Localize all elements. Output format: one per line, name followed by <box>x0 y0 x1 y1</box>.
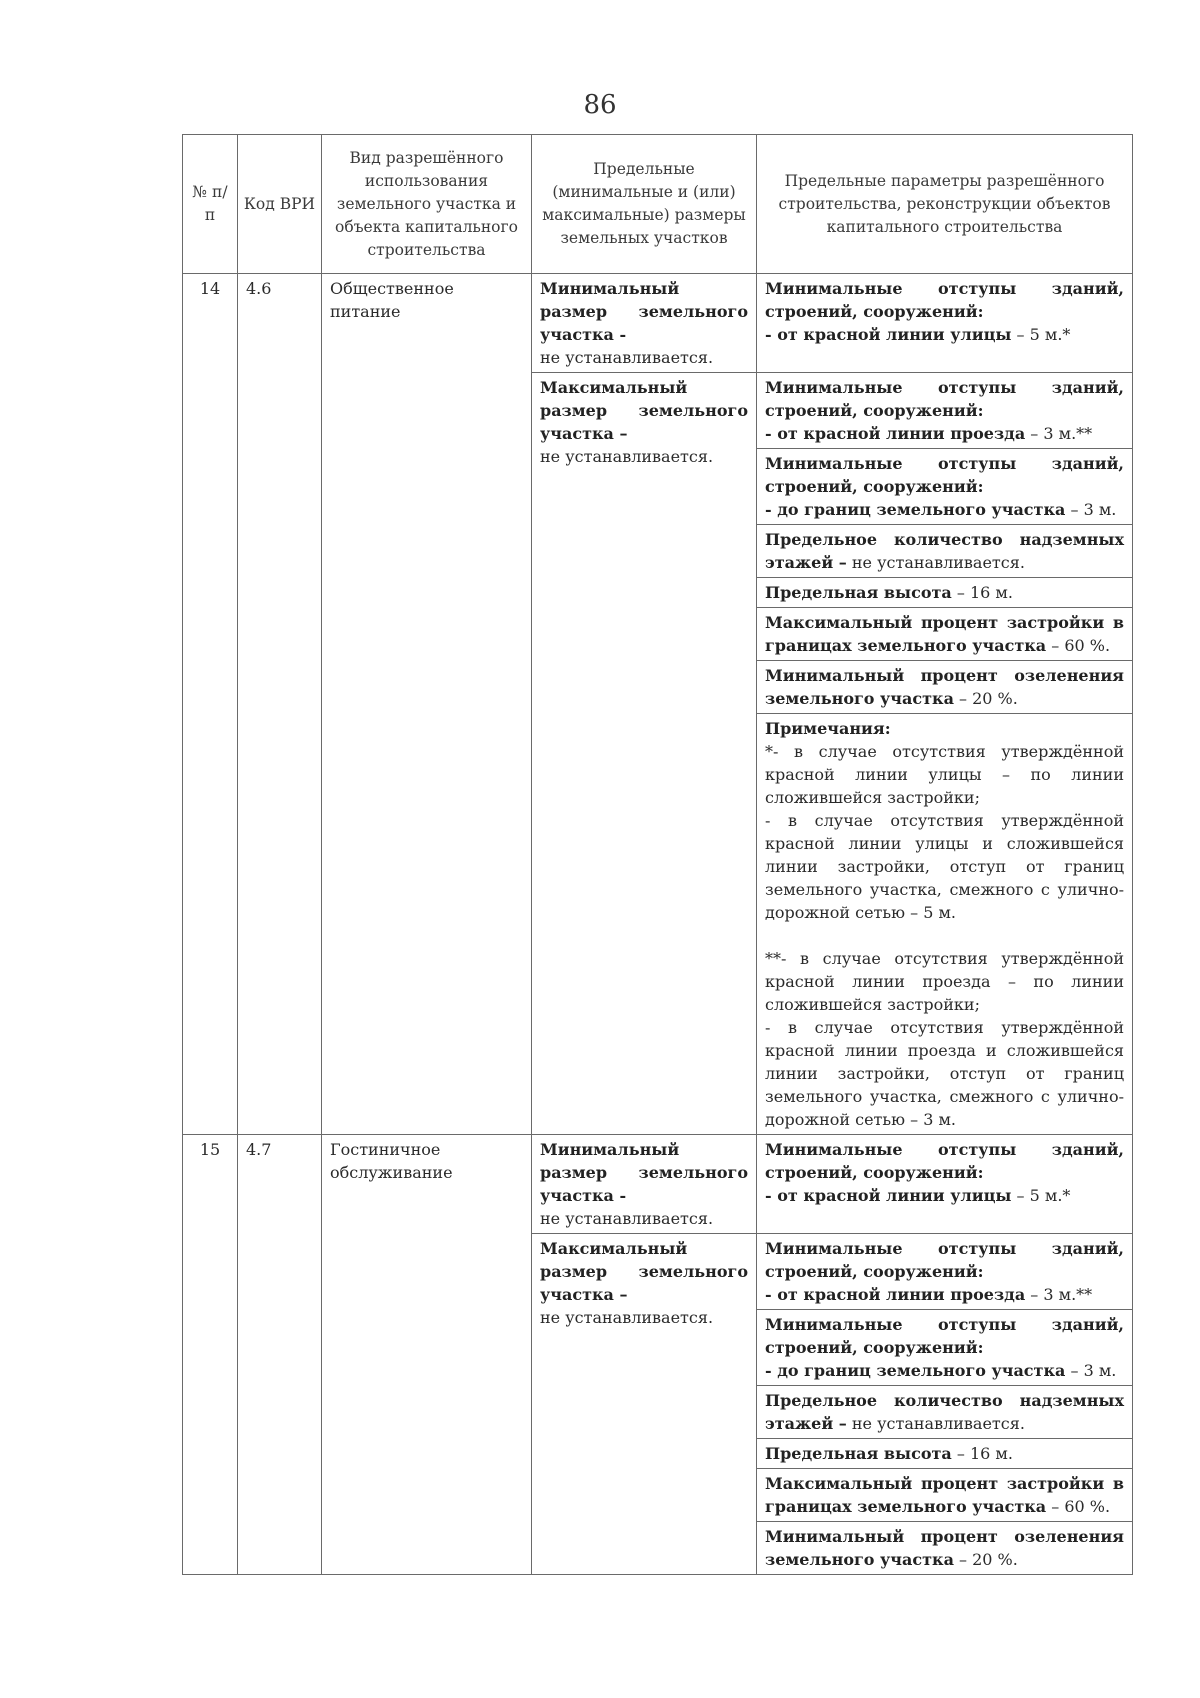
min-size-value: не устанавливается. <box>540 1209 714 1228</box>
col-code-header: Код ВРИ <box>238 135 322 274</box>
param-label: Предельная высота <box>765 583 952 602</box>
col-size-header: Предельные (минимальные и (или) максимальные) размеры земельных участков <box>532 135 757 274</box>
param-line: - от красной линии улицы <box>765 325 1012 344</box>
param-value: – 3 м. <box>1065 1361 1117 1380</box>
param-value: – 60 %. <box>1046 636 1111 655</box>
min-size-label: Минимальный размер земельного участка - <box>540 279 748 344</box>
notes-cell <box>757 714 1133 1135</box>
param-label: Минимальные отступы зданий, строений, сооружений: <box>765 279 1124 321</box>
min-size-cell <box>532 1135 757 1234</box>
param-value: – 60 %. <box>1046 1497 1111 1516</box>
note-text: **- в случае отсутствия утверждённой красной линии проезда – по линии сложившейся застройки; <box>765 949 1124 1014</box>
param-label: Минимальные отступы зданий, строений, сооружений: <box>765 454 1124 496</box>
param-line: - от красной линии улицы <box>765 1186 1012 1205</box>
param-label: Минимальный процент озеленения земельного участка <box>765 1527 1124 1569</box>
param-greening <box>757 661 1133 714</box>
max-size-label: Максимальный размер земельного участка – <box>540 378 748 443</box>
param-label: Максимальный процент застройки в границах земельного участка <box>765 613 1124 655</box>
param-label: Минимальные отступы зданий, строений, сооружений: <box>765 1140 1124 1182</box>
param-label: Предельная высота <box>765 1444 952 1463</box>
param-value: – 16 м. <box>951 583 1013 602</box>
param-value: – 3 м.** <box>1025 424 1093 443</box>
page-number: 86 <box>583 90 617 120</box>
param-setback-street <box>757 1135 1133 1234</box>
max-size-cell <box>532 373 757 1135</box>
param-setback-passage <box>757 1234 1133 1310</box>
max-size-label: Максимальный размер земельного участка – <box>540 1239 748 1304</box>
param-label: Предельное количество надземных этажей – <box>765 530 1124 572</box>
param-value: – 16 м. <box>951 1444 1013 1463</box>
param-value: – 5 м.* <box>1011 1186 1071 1205</box>
param-line: - до границ земельного участка <box>765 500 1066 519</box>
note-text: *- в случае отсутствия утверждённой красной линии улицы – по линии сложившейся застройки; <box>765 742 1124 807</box>
param-setback-boundary <box>757 1310 1133 1386</box>
param-setback-passage <box>757 373 1133 449</box>
notes-title: Примечания: <box>765 719 891 738</box>
param-floors <box>757 1386 1133 1439</box>
regulations-table <box>182 134 1133 1575</box>
param-line: - от красной линии проезда <box>765 1285 1026 1304</box>
col-params-header: Предельные параметры разрешённого строительства, реконструкции объектов капитального строительства <box>757 135 1133 274</box>
table-row <box>183 274 1133 373</box>
param-label: Максимальный процент застройки в границах земельного участка <box>765 1474 1124 1516</box>
row-code: 4.6 <box>238 274 322 1135</box>
row-use-type: Общественное питание <box>322 274 532 1135</box>
row-use-type: Гостиничное обслуживание <box>322 1135 532 1575</box>
min-size-value: не устанавливается. <box>540 348 714 367</box>
param-height <box>757 578 1133 608</box>
col-use-header: Вид разрешённого использования земельного участка и объекта капитального строительства <box>322 135 532 274</box>
table-row <box>183 1135 1133 1234</box>
col-num-header: № п/п <box>183 135 238 274</box>
param-value: – 3 м. <box>1065 500 1117 519</box>
param-setback-street <box>757 274 1133 373</box>
param-label: Предельное количество надземных этажей – <box>765 1391 1124 1433</box>
max-size-cell <box>532 1234 757 1575</box>
min-size-cell <box>532 274 757 373</box>
param-coverage <box>757 1469 1133 1522</box>
param-line: - от красной линии проезда <box>765 424 1026 443</box>
param-floors <box>757 525 1133 578</box>
max-size-value: не устанавливается. <box>540 1308 714 1327</box>
param-value: – 3 м.** <box>1025 1285 1093 1304</box>
note-text: - в случае отсутствия утверждённой красной линии улицы и сложившейся линии застройки, отступ от границ земельного участка, смежного с улично-дорожной сетью – 5 м. <box>765 811 1124 922</box>
param-value: не устанавливается. <box>846 553 1025 572</box>
param-label: Минимальный процент озеленения земельного участка <box>765 666 1124 708</box>
row-number: 14 <box>183 274 238 1135</box>
param-value: – 5 м.* <box>1011 325 1071 344</box>
param-label: Минимальные отступы зданий, строений, сооружений: <box>765 1239 1124 1281</box>
header-row <box>183 135 1133 274</box>
max-size-value: не устанавливается. <box>540 447 714 466</box>
param-greening <box>757 1522 1133 1575</box>
param-line: - до границ земельного участка <box>765 1361 1066 1380</box>
param-height <box>757 1439 1133 1469</box>
param-label: Минимальные отступы зданий, строений, сооружений: <box>765 378 1124 420</box>
param-label: Минимальные отступы зданий, строений, сооружений: <box>765 1315 1124 1357</box>
param-setback-boundary <box>757 449 1133 525</box>
param-value: – 20 %. <box>953 689 1018 708</box>
min-size-label: Минимальный размер земельного участка - <box>540 1140 748 1205</box>
param-value: – 20 %. <box>953 1550 1018 1569</box>
note-text: - в случае отсутствия утверждённой красной линии проезда и сложившейся линии застройки, отступ от границ земельного участка, смежного с улично-дорожной сетью – 3 м. <box>765 1018 1124 1129</box>
row-number: 15 <box>183 1135 238 1575</box>
param-coverage <box>757 608 1133 661</box>
row-code: 4.7 <box>238 1135 322 1575</box>
param-value: не устанавливается. <box>846 1414 1025 1433</box>
